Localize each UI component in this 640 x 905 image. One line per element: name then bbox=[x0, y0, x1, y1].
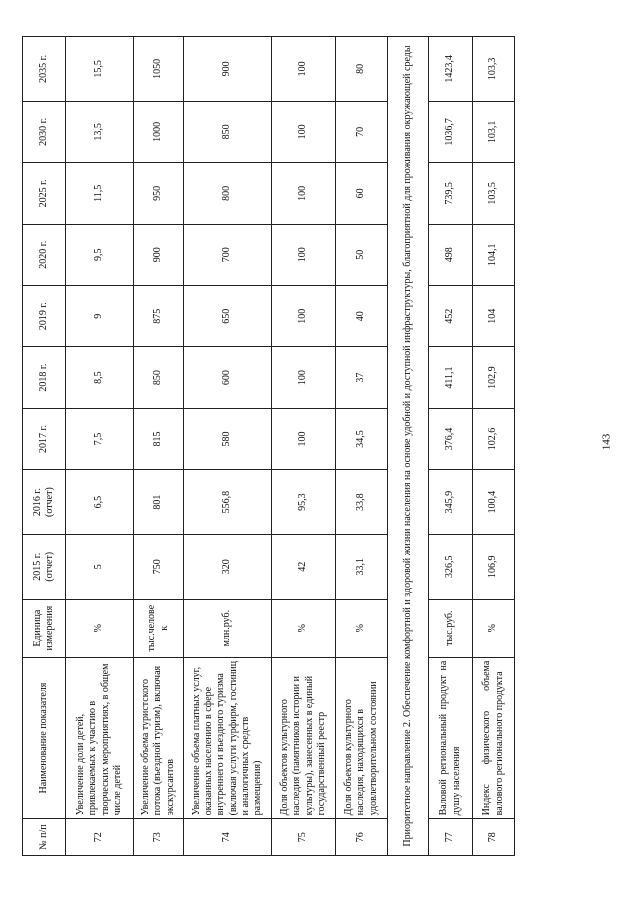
value-cell: 33,1 bbox=[336, 534, 388, 599]
header-no: № п/п bbox=[23, 819, 66, 856]
header-unit: Единица измерения bbox=[23, 599, 66, 657]
value-cell: 1000 bbox=[134, 101, 184, 162]
unit-cell: % bbox=[336, 599, 388, 657]
indicator-name: Доля объектов культурного наследия (памятников истории и культуры), занесенных в единый государственный реестр bbox=[272, 657, 336, 819]
header-2019: 2019 г. bbox=[23, 285, 66, 346]
value-cell: 103,1 bbox=[473, 101, 515, 162]
unit-cell: тыс.руб. bbox=[429, 599, 473, 657]
row-number: 77 bbox=[429, 819, 473, 856]
row-number: 74 bbox=[184, 819, 272, 856]
value-cell: 580 bbox=[184, 408, 272, 469]
indicator-name: Валовой региональный продукт на душу населения bbox=[429, 657, 473, 819]
value-cell: 850 bbox=[134, 347, 184, 408]
value-cell: 100 bbox=[272, 163, 336, 224]
indicator-name: Индекс физического объема валового регионального продукта bbox=[473, 657, 515, 819]
table-header-row bbox=[23, 37, 66, 856]
value-cell: 11,5 bbox=[66, 163, 134, 224]
table-row bbox=[134, 37, 184, 856]
value-cell: 37 bbox=[336, 347, 388, 408]
header-2035: 2035 г. bbox=[23, 37, 66, 102]
value-cell: 326,5 bbox=[429, 534, 473, 599]
value-cell: 103,5 bbox=[473, 163, 515, 224]
table-row bbox=[473, 37, 515, 856]
value-cell: 9,5 bbox=[66, 224, 134, 285]
value-cell: 320 bbox=[184, 534, 272, 599]
table-row bbox=[184, 37, 272, 856]
row-number: 73 bbox=[134, 819, 184, 856]
value-cell: 100 bbox=[272, 224, 336, 285]
header-2030: 2030 г. bbox=[23, 101, 66, 162]
unit-cell: % bbox=[473, 599, 515, 657]
value-cell: 700 bbox=[184, 224, 272, 285]
value-cell: 80 bbox=[336, 37, 388, 102]
header-2018: 2018 г. bbox=[23, 347, 66, 408]
value-cell: 100 bbox=[272, 37, 336, 102]
value-cell: 850 bbox=[184, 101, 272, 162]
value-cell: 1423,4 bbox=[429, 37, 473, 102]
value-cell: 556,8 bbox=[184, 470, 272, 535]
header-2020: 2020 г. bbox=[23, 224, 66, 285]
value-cell: 100 bbox=[272, 285, 336, 346]
value-cell: 100 bbox=[272, 408, 336, 469]
value-cell: 13,5 bbox=[66, 101, 134, 162]
value-cell: 345,9 bbox=[429, 470, 473, 535]
value-cell: 900 bbox=[134, 224, 184, 285]
value-cell: 5 bbox=[66, 534, 134, 599]
row-number: 78 bbox=[473, 819, 515, 856]
unit-cell: % bbox=[66, 599, 134, 657]
header-2025: 2025 г. bbox=[23, 163, 66, 224]
value-cell: 15,5 bbox=[66, 37, 134, 102]
indicator-name: Увеличение доли детей, привлекаемых к участию в творческих мероприятиях, в общем числе детей bbox=[66, 657, 134, 819]
value-cell: 411,1 bbox=[429, 347, 473, 408]
value-cell: 600 bbox=[184, 347, 272, 408]
value-cell: 875 bbox=[134, 285, 184, 346]
table-row bbox=[66, 37, 134, 856]
value-cell: 900 bbox=[184, 37, 272, 102]
value-cell: 452 bbox=[429, 285, 473, 346]
indicator-name: Увеличение объема туристского потока (въездной туризм), включая экскурсантов bbox=[134, 657, 184, 819]
value-cell: 70 bbox=[336, 101, 388, 162]
page-number: 143 bbox=[600, 433, 613, 451]
value-cell: 102,6 bbox=[473, 408, 515, 469]
value-cell: 1050 bbox=[134, 37, 184, 102]
indicators-table bbox=[22, 36, 515, 856]
header-name: Наименование показателя bbox=[23, 657, 66, 819]
value-cell: 95,3 bbox=[272, 470, 336, 535]
value-cell: 801 bbox=[134, 470, 184, 535]
unit-cell: млн.руб. bbox=[184, 599, 272, 657]
value-cell: 1036,7 bbox=[429, 101, 473, 162]
indicator-name: Доля объектов культурного наследия, находящихся в удовлетворительном состоянии bbox=[336, 657, 388, 819]
value-cell: 739,5 bbox=[429, 163, 473, 224]
header-2015: 2015 г. (отчет) bbox=[23, 534, 66, 599]
header-2017: 2017 г. bbox=[23, 408, 66, 469]
value-cell: 650 bbox=[184, 285, 272, 346]
value-cell: 40 bbox=[336, 285, 388, 346]
value-cell: 376,4 bbox=[429, 408, 473, 469]
value-cell: 100,4 bbox=[473, 470, 515, 535]
indicator-name: Увеличение объема платных услуг, оказанных населению в сфере внутреннего и въездного туризма (включая услуги турфирм, гостиниц и аналогичных средств размещения) bbox=[184, 657, 272, 819]
row-number: 75 bbox=[272, 819, 336, 856]
value-cell: 498 bbox=[429, 224, 473, 285]
rotated-table-area bbox=[22, 36, 614, 856]
value-cell: 33,8 bbox=[336, 470, 388, 535]
value-cell: 106,9 bbox=[473, 534, 515, 599]
value-cell: 8,5 bbox=[66, 347, 134, 408]
row-number: 76 bbox=[336, 819, 388, 856]
value-cell: 104,1 bbox=[473, 224, 515, 285]
value-cell: 750 bbox=[134, 534, 184, 599]
section-row bbox=[388, 37, 429, 856]
value-cell: 104 bbox=[473, 285, 515, 346]
value-cell: 800 bbox=[184, 163, 272, 224]
value-cell: 100 bbox=[272, 347, 336, 408]
unit-cell: % bbox=[272, 599, 336, 657]
row-number: 72 bbox=[66, 819, 134, 856]
value-cell: 7,5 bbox=[66, 408, 134, 469]
header-2016: 2016 г. (отчет) bbox=[23, 470, 66, 535]
value-cell: 6,5 bbox=[66, 470, 134, 535]
value-cell: 102,9 bbox=[473, 347, 515, 408]
value-cell: 50 bbox=[336, 224, 388, 285]
value-cell: 60 bbox=[336, 163, 388, 224]
value-cell: 34,5 bbox=[336, 408, 388, 469]
value-cell: 815 bbox=[134, 408, 184, 469]
value-cell: 950 bbox=[134, 163, 184, 224]
unit-cell: тыс.челове к bbox=[134, 599, 184, 657]
value-cell: 103,3 bbox=[473, 37, 515, 102]
value-cell: 42 bbox=[272, 534, 336, 599]
table-row bbox=[336, 37, 388, 856]
table-row bbox=[429, 37, 473, 856]
value-cell: 9 bbox=[66, 285, 134, 346]
section-heading: Приоритетное направление 2. Обеспечение комфортной и здоровой жизни населения на основе удобной и доступной инфраструктуры, благоприятной для проживания окружающей среды bbox=[388, 37, 429, 856]
table-row bbox=[272, 37, 336, 856]
value-cell: 100 bbox=[272, 101, 336, 162]
